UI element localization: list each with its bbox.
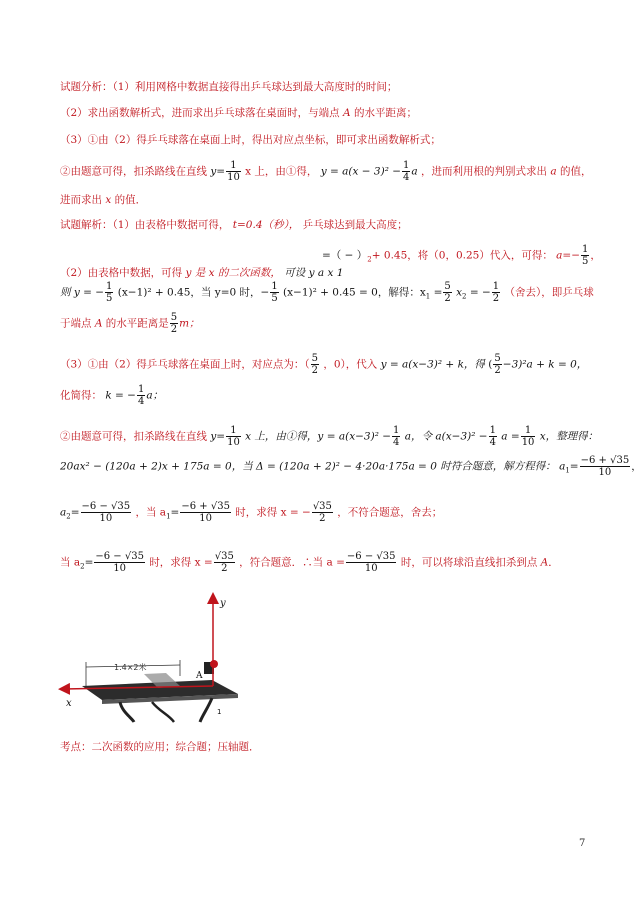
solution-line-8: ②由题意可得，扣杀路线在直线 y= $\frac{1}{10}$ x 上，由①得，y = a(x−3)² − $\frac{1}{4}$ a，令 a(x−3)² − $\frac{1}{4}$ a = $\frac{1}{10}$ x，整理得：: [60, 425, 599, 448]
solution-line-6: （3）①由（2）得乒乓球落在桌面上时，对应点为：（ $\frac{5}{2}$ ，0），代入 y = a(x−3)² + k，得 ( $\frac{5}{2}$ −3)²a + k = 0，: [60, 353, 588, 376]
fraction: $\frac{1}{2}$: [492, 281, 500, 304]
fraction: $\frac{1}{4}$: [489, 425, 496, 448]
fraction: $\frac{5}{2}$: [170, 312, 178, 335]
fraction: $\frac{5}{2}$: [444, 281, 451, 304]
fraction: $\frac{1}{10}$: [521, 425, 535, 448]
fraction: $\frac{-6 - √35}{10}$: [95, 551, 144, 574]
table-leg-left: [120, 702, 134, 722]
fraction: $\frac{1}{5}$: [582, 244, 589, 267]
fraction: $\frac{-6 - √35}{10}$: [346, 551, 396, 574]
y-axis-label: y: [220, 598, 226, 609]
analysis-line-3: （3）①由（2）得乒乓球落在桌面上时，得出对应点坐标，即可求出函数解析式；: [60, 134, 441, 146]
analysis-line-1: 试题分析：（1）利用网格中数据直接得出乒乓球达到最大高度时的时间；: [60, 81, 398, 93]
fraction: $\frac{√35}{2}$: [312, 501, 332, 524]
ball-launcher-head: [210, 660, 218, 668]
solution-line-11: 当 $a_2=$ $\frac{-6 - √35}{10}$ 时，求得 x = $\frac{√35}{2}$ ，符合题意．∴当 a = $\frac{-6 - √35}{10}$ 时，可以将球沿直线扣杀到点 A．: [60, 551, 559, 574]
fraction: $\frac{1}{5}$: [271, 281, 278, 304]
fraction: $\frac{1}{4}$: [137, 384, 145, 407]
solution-line-10: $a_2=$ $\frac{-6 - √35}{10}$ ，当 $a_1=$ $\frac{-6 + √35}{10}$ 时，求得 x = − $\frac{√35}{2}$ ，不符合题意，舍去；: [60, 501, 443, 524]
solution-line-5: 于端点 A 的水平距离是 $\frac{5}{2}$ m；: [60, 312, 200, 335]
table-leg-right: [200, 698, 212, 722]
analysis-line-2: （2）求出函数解析式，进而求出乒乓球落在桌面时，与端点 A 的水平距离；: [60, 107, 417, 119]
x-axis-label: x: [66, 698, 72, 709]
solution-line-1: 试题解析：（1）由表格中数据可得， t=0.4（秒）， 乒乓球达到最大高度；: [60, 219, 408, 231]
page-number: 7: [579, 838, 586, 849]
origin-label: 1: [217, 708, 222, 716]
fraction: $\frac{1}{10}$: [227, 160, 240, 183]
fraction: $\frac{√35}{2}$: [214, 551, 234, 574]
fraction: $\frac{5}{2}$: [494, 353, 501, 376]
analysis-line-4: ②由题意可得，扣杀路线在直线 y= $\frac{1}{10}$ x 上，由①得， y = a(x − 3)² − $\frac{1}{4}$ a ，进而利用根的判别式求出 a 的值，: [60, 160, 592, 183]
dimension-label: 1.4×2米: [114, 663, 147, 672]
solution-line-2: =（ − ）$_2+ 0.45$，将（0，0.25）代入，可得： a=− $\frac{1}{5}$ ，: [322, 244, 601, 267]
fraction: $\frac{-6 - √35}{10}$: [81, 501, 131, 524]
analysis-line-5: 进而求出 x 的值．: [60, 194, 147, 206]
fraction: $\frac{-6 + √35}{10}$: [181, 501, 230, 524]
fraction: $\frac{1}{10}$: [227, 425, 240, 448]
fraction: $\frac{5}{2}$: [311, 353, 318, 376]
fraction: $\frac{-6 + √35}{10}$: [580, 455, 630, 478]
point-a-label: A: [196, 671, 203, 681]
solution-line-9: 20ax² − (120a + 2)x + 175a = 0，当 Δ = (120a + 2)² − 4·20a·175a = 0 时符合题意，解方程得： $a_1=$ $\frac{-6 + √35}{10}$ ，: [60, 455, 642, 478]
fraction: $\frac{1}{4}$: [393, 425, 400, 448]
table-leg-middle: [152, 702, 174, 722]
fraction: $\frac{1}{4}$: [403, 160, 410, 183]
ping-pong-table-figure: [62, 594, 242, 724]
kaodian-line: 考点：二次函数的应用；综合题；压轴题．: [60, 741, 260, 753]
solution-line-7: 化简得： k = − $\frac{1}{4}$ a；: [60, 384, 164, 407]
solution-line-3: （2）由表格中数据，可得 y 是 x 的二次函数， 可设 y a x 1: [60, 267, 344, 279]
fraction: $\frac{1}{5}$: [106, 281, 113, 304]
solution-line-4: 则 y = − $\frac{1}{5}$ (x−1)² + 0.45，当 y=0 时，− $\frac{1}{5}$ (x−1)² + 0.45 = 0，解得：$x_1$ = $\frac{5}{2}$ $x_2$ = − $\frac{1}{2}$ （舍去），即乒乓球: [60, 281, 594, 304]
